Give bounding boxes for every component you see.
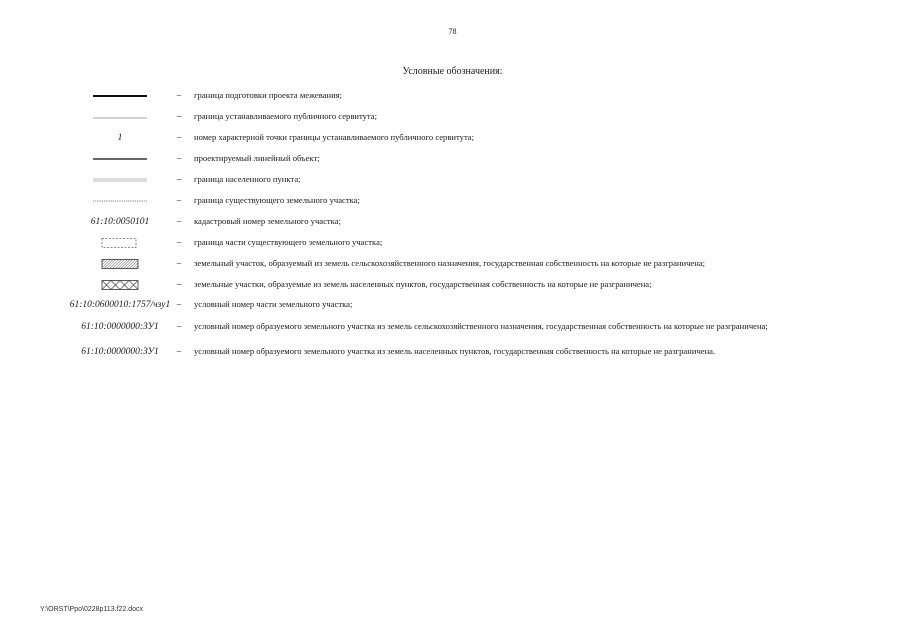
legend-title: Условные обозначения:	[402, 66, 503, 77]
dash: –	[176, 321, 182, 331]
file-path-footer: Y:\ORST\Ppo\0228p113.f22.docx	[40, 606, 143, 613]
legend-description: условный номер части земельного участка;	[194, 299, 353, 309]
dash: –	[176, 346, 182, 356]
legend-description: номер характерной точки границы устанавливаемого публичного сервитута;	[194, 132, 475, 142]
legend-description: условный номер образуемого земельного участка из земель сельскохозяйственного назначения, государственная собственность на которые не разграничена;	[194, 321, 768, 331]
legend-description: граница подготовки проекта межевания;	[194, 90, 343, 100]
legend-row	[0, 236, 905, 250]
legend-row	[0, 173, 905, 187]
legend-row	[0, 152, 905, 166]
legend-description: кадастровый номер земельного участка;	[194, 216, 341, 226]
dash: –	[176, 111, 182, 121]
dash: –	[176, 153, 182, 163]
dash: –	[176, 90, 182, 100]
legend-row	[0, 257, 905, 271]
legend-description: граница существующего земельного участка;	[194, 195, 360, 205]
formed-parcel-number-symbol: 61:10:0000000:ЗУ1	[81, 322, 159, 332]
legend-row	[0, 320, 905, 334]
dash: –	[176, 237, 182, 247]
legend-row	[0, 131, 905, 145]
dash: –	[176, 258, 182, 268]
legend-description: земельные участки, образуемые из земель населенных пунктов, государственная собственность на которые не разграничена;	[194, 279, 652, 289]
legend-description: условный номер образуемого земельного участка из земель населенных пунктов, государственная собственность на которые не разграничена.	[194, 346, 716, 356]
dash: –	[176, 132, 182, 142]
parcel-part-number-symbol: 61:10:0600010:1757/чзу1	[69, 300, 171, 310]
cadastral-number-symbol: 61:10:0050101	[90, 217, 150, 227]
dash: –	[176, 299, 182, 309]
legend-description: проектируемый линейный объект;	[194, 153, 320, 163]
legend-row	[0, 345, 905, 359]
legend-row	[0, 110, 905, 124]
legend-description: граница населенного пункта;	[194, 174, 301, 184]
dash: –	[176, 174, 182, 184]
legend-description: граница устанавливаемого публичного сервитута;	[194, 111, 377, 121]
legend-description: земельный участок, образуемый из земель сельскохозяйственного назначения, государственная собственность на которые не разграничена;	[194, 258, 706, 268]
legend-row	[0, 215, 905, 229]
dash: –	[176, 195, 182, 205]
page-number: 78	[448, 27, 457, 36]
dash: –	[176, 216, 182, 226]
legend-row	[0, 278, 905, 292]
legend-row	[0, 89, 905, 103]
dash: –	[176, 279, 182, 289]
legend-row	[0, 194, 905, 208]
formed-parcel-number-symbol: 61:10:0000000:ЗУ1	[81, 347, 159, 357]
legend-row	[0, 298, 905, 312]
legend-description: граница части существующего земельного участка;	[194, 237, 383, 247]
point-number-symbol: 1	[117, 133, 123, 143]
